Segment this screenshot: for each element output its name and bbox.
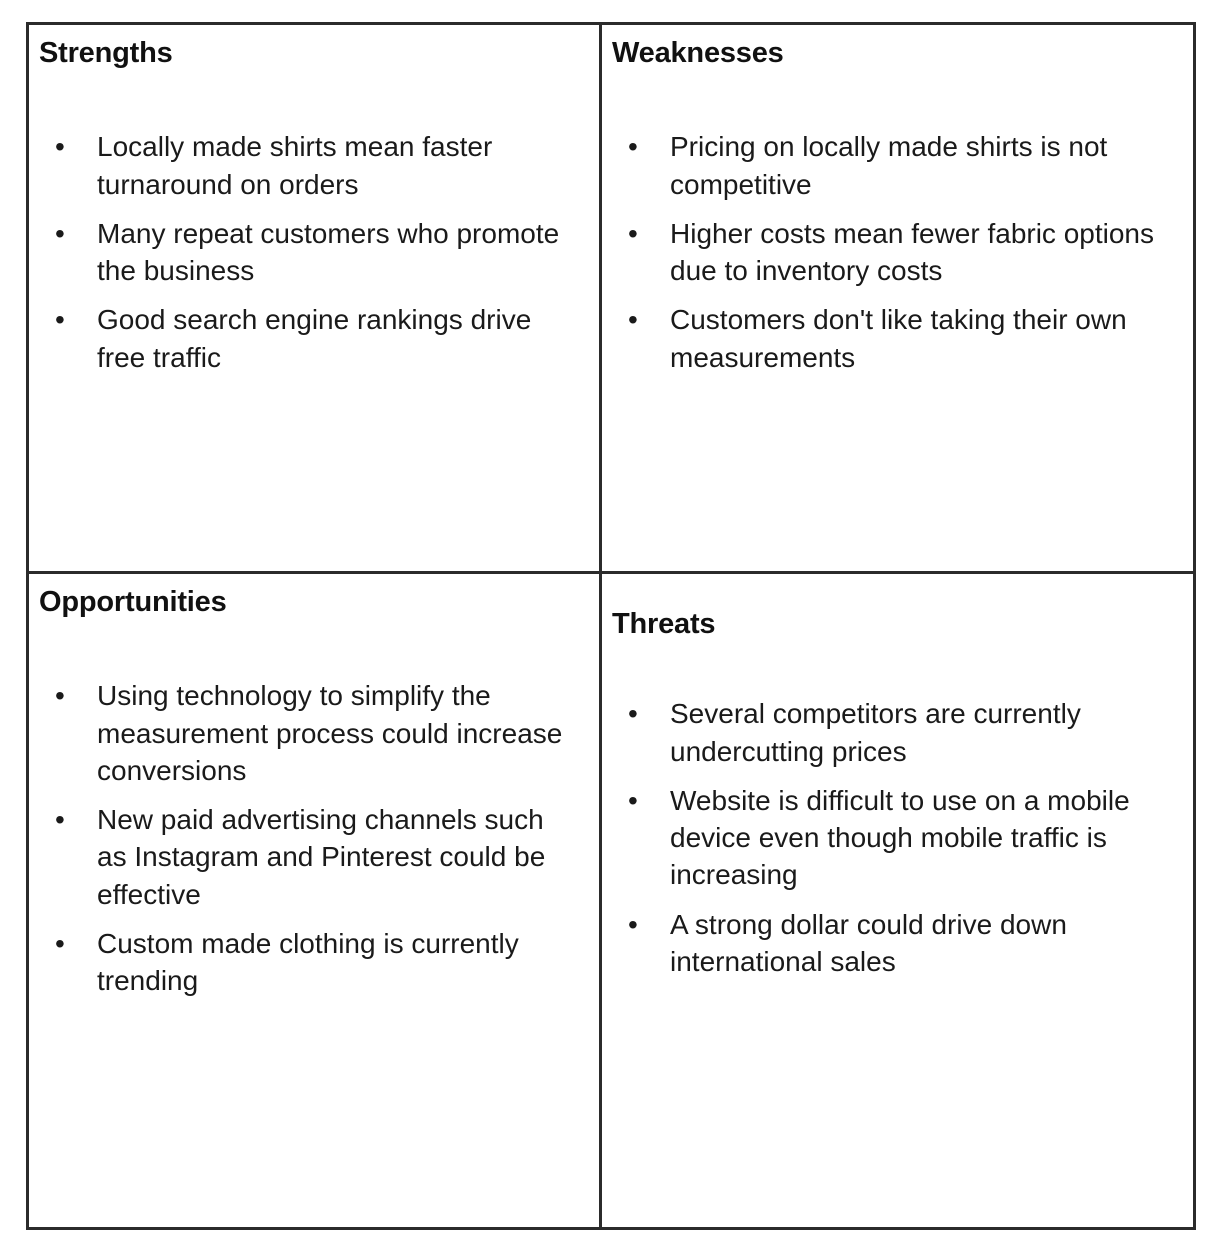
quadrant-opportunities: [29, 574, 602, 1227]
bullet-icon: •: [628, 217, 638, 249]
list-item: [612, 782, 1179, 894]
threats-list: [612, 695, 1179, 980]
weaknesses-list: [612, 128, 1179, 375]
bullet-icon: •: [628, 698, 638, 730]
list-item: [612, 695, 1179, 769]
list-item: [39, 925, 585, 999]
list-item-text: Locally made shirts mean faster turnaround on orders: [97, 131, 493, 200]
bullet-icon: •: [55, 927, 65, 959]
swot-matrix: [26, 22, 1196, 1230]
list-item-text: Custom made clothing is currently trending: [97, 927, 519, 996]
quadrant-strengths: [29, 25, 602, 574]
list-item-text: Many repeat customers who promote the business: [97, 217, 560, 287]
list-item: [39, 215, 585, 289]
bullet-icon: •: [628, 131, 638, 163]
list-item-text: Several competitors are currently undercutting prices: [670, 698, 1081, 767]
list-item-text: Good search engine rankings drive free traffic: [97, 304, 532, 373]
list-item-text: Pricing on locally made shirts is not competitive: [670, 131, 1108, 200]
list-item-text: Customers don't like taking their own measurements: [670, 304, 1127, 373]
list-item-text: Higher costs mean fewer fabric options due to inventory costs: [670, 217, 1154, 287]
bullet-icon: •: [55, 804, 65, 836]
bullet-icon: •: [55, 304, 65, 336]
quadrant-title-opportunities: Opportunities: [39, 586, 227, 618]
bullet-icon: •: [628, 784, 638, 816]
list-item: [612, 215, 1179, 289]
bullet-icon: •: [55, 217, 65, 249]
quadrant-threats: [602, 574, 1193, 1227]
list-item-text: Website is difficult to use on a mobile device even though mobile traffic is increasing: [670, 784, 1130, 891]
list-item: [612, 301, 1179, 375]
bullet-icon: •: [628, 304, 638, 336]
list-item: [612, 906, 1179, 980]
quadrant-title-threats: Threats: [612, 608, 716, 640]
bullet-icon: •: [55, 680, 65, 712]
quadrant-title-weaknesses: Weaknesses: [612, 37, 784, 69]
list-item-text: Using technology to simplify the measurement process could increase conversions: [97, 680, 563, 786]
strengths-list: [39, 128, 585, 375]
list-item-text: New paid advertising channels such as Instagram and Pinterest could be effective: [97, 804, 546, 910]
list-item: [39, 801, 585, 913]
list-item: [39, 128, 585, 202]
list-item: [39, 301, 585, 375]
opportunities-list: [39, 677, 585, 999]
list-item: [612, 128, 1179, 202]
quadrant-title-strengths: Strengths: [39, 37, 173, 69]
quadrant-weaknesses: [602, 25, 1193, 574]
list-item: [39, 677, 585, 789]
bullet-icon: •: [55, 131, 65, 163]
list-item-text: A strong dollar could drive down international sales: [670, 908, 1067, 977]
bullet-icon: •: [628, 908, 638, 940]
